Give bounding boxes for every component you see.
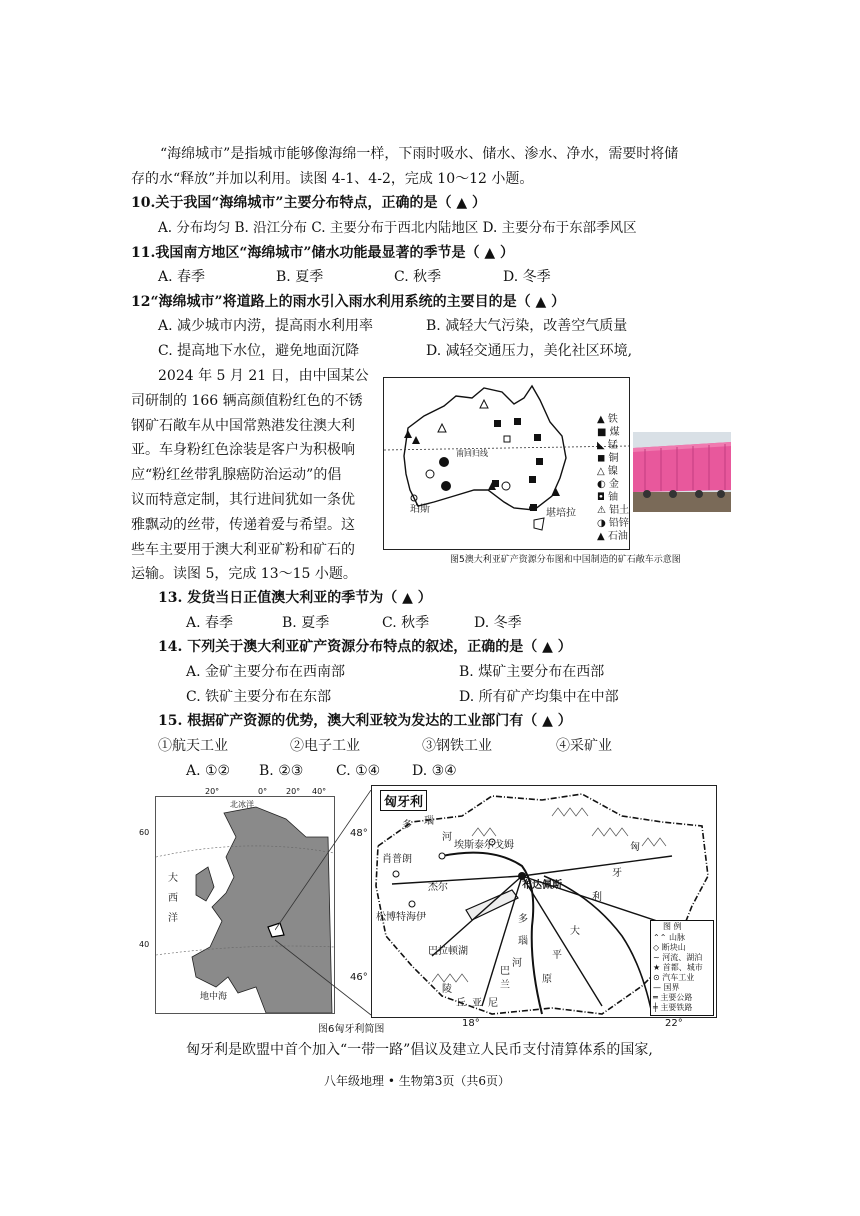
tropic-label: 南回归线 bbox=[456, 449, 488, 458]
lat40-label: 40 bbox=[139, 940, 150, 949]
q15-option-d: D. ③④ bbox=[412, 763, 457, 779]
passage2-line: 些车主要用于澳大利亚矿粉和矿石的 bbox=[131, 542, 355, 558]
q15-option-a: A. ①② bbox=[186, 763, 231, 779]
legend-item: ◼ 铜 bbox=[597, 453, 619, 464]
hills-char: 丘 bbox=[456, 998, 466, 1009]
passage2-line: 2024 年 5 月 21 日，由中国某公 bbox=[158, 368, 369, 384]
lake-balaton: 巴拉顿湖 bbox=[428, 946, 468, 957]
q12-stem: 12“海绵城市”将道路上的雨水引入雨水利用系统的主要目的是（ ▲ ） bbox=[131, 294, 566, 310]
legend-auto-industry: ⊙ 汽车工业 bbox=[653, 973, 695, 982]
q10-stem: 10.关于我国“海绵城市”主要分布特点，正确的是（ ▲ ） bbox=[131, 195, 486, 211]
q12-option-c: C. 提高地下水位，避免地面沉降 bbox=[158, 343, 360, 359]
fig5-caption: 图5澳大利亚矿产资源分布图和中国制造的矿石敞车示意图 bbox=[450, 555, 681, 565]
fig6-caption: 图6匈牙利简图 bbox=[318, 1024, 385, 1035]
q15-item-4: ④采矿业 bbox=[556, 738, 612, 754]
mediterranean-label: 地中海 bbox=[200, 992, 228, 1002]
legend-item: ⚠ 铝土 bbox=[597, 505, 630, 516]
danube-char: 河 bbox=[442, 832, 452, 843]
passage2-line: 雅飘动的丝带，传递着爱与希望。这 bbox=[131, 517, 355, 533]
legend-railway: ╪ 主要铁路 bbox=[653, 1003, 693, 1012]
q11-option-a: A. 春季 bbox=[158, 269, 206, 285]
city-budapest: 布达佩斯 bbox=[522, 880, 562, 891]
plain-char: 平 bbox=[552, 950, 562, 961]
legend-item: △ 镍 bbox=[597, 466, 618, 477]
lon40-label: 40° bbox=[312, 787, 327, 796]
q14-option-c: C. 铁矿主要分布在东部 bbox=[186, 689, 332, 705]
legend-item: ◣ 锰 bbox=[597, 440, 618, 451]
lon20w-label: 20° bbox=[205, 787, 220, 796]
lat46-label: 46° bbox=[350, 972, 368, 983]
q15-option-c: C. ①④ bbox=[336, 763, 381, 779]
hungary-map bbox=[371, 785, 717, 1018]
hungary-title: 匈牙利 bbox=[380, 790, 427, 811]
lon18-label: 18° bbox=[462, 1018, 480, 1029]
q11-option-b: B. 夏季 bbox=[276, 269, 324, 285]
city-perth: 珀斯 bbox=[410, 504, 430, 515]
q15-item-3: ③钢铁工业 bbox=[422, 738, 492, 754]
city-esztergom: 埃斯泰尔戈姆 bbox=[454, 840, 514, 851]
legend-item: ▲ 石油 bbox=[597, 531, 628, 542]
hills-char: 亚 bbox=[472, 998, 482, 1009]
q11-option-d: D. 冬季 bbox=[503, 269, 551, 285]
q13-option-a: A. 春季 bbox=[186, 615, 234, 631]
region-char: 牙 bbox=[612, 868, 622, 879]
city-sopron: 肖普朗 bbox=[382, 854, 412, 865]
q14-option-d: D. 所有矿产均集中在中部 bbox=[459, 689, 619, 705]
passage2-line: 亚。车身粉红色涂装是客户为积极响 bbox=[131, 442, 355, 458]
q12-option-b: B. 减轻大气污染，改善空气质量 bbox=[426, 318, 628, 334]
region-char: 利 bbox=[592, 892, 602, 903]
legend-highway: ═ 主要公路 bbox=[653, 993, 693, 1002]
danube-char: 多 bbox=[402, 820, 412, 831]
legend-item: ■ 煤 bbox=[597, 427, 620, 438]
legend-mountain: ⌃⌃ 山脉 bbox=[653, 933, 685, 942]
q15-option-b: B. ②③ bbox=[259, 763, 304, 779]
legend-title: 图 例 bbox=[663, 922, 682, 931]
danube-char: 瑙 bbox=[518, 936, 528, 947]
city-canberra: 堪培拉 bbox=[546, 508, 576, 519]
q15-item-2: ②电子工业 bbox=[290, 738, 360, 754]
passage2-line: 司研制的 166 辆高颜值粉红色的不锈 bbox=[131, 393, 363, 409]
q11-stem: 11.我国南方地区“海绵城市”储水功能最显著的季节是（ ▲ ） bbox=[131, 245, 514, 261]
atlantic-label-3: 洋 bbox=[168, 913, 178, 924]
inset-connector-lines bbox=[275, 790, 375, 1020]
australia-outline bbox=[384, 378, 629, 549]
legend-border: — 国界 bbox=[653, 983, 680, 992]
q13-option-b: B. 夏季 bbox=[282, 615, 330, 631]
danube-char: 河 bbox=[512, 958, 522, 969]
city-gyor: 杰尔 bbox=[428, 882, 448, 893]
q15-item-1: ①航天工业 bbox=[158, 738, 228, 754]
q15-stem: 15. 根据矿产资源的优势，澳大利亚较为发达的工业部门有（ ▲ ） bbox=[158, 713, 572, 729]
hills-char: 兰 bbox=[500, 980, 510, 991]
legend-item: ◘ 铀 bbox=[597, 492, 619, 503]
passage2-line: 议而特意定制，其行进间犹如一条优 bbox=[131, 492, 355, 508]
city-szombathely: 松博特海伊 bbox=[376, 912, 426, 923]
page-footer: 八年级地理 • 生物第3页（共6页） bbox=[324, 1074, 510, 1088]
region-char: 匈 bbox=[630, 842, 640, 853]
q10-options: A. 分布均匀 B. 沿江分布 C. 主要分布于西北内陆地区 D. 主要分布于东部季风区 bbox=[158, 220, 637, 236]
pink-railcar-photo bbox=[633, 432, 731, 512]
q14-option-b: B. 煤矿主要分布在西部 bbox=[459, 664, 605, 680]
plain-char: 原 bbox=[542, 974, 552, 985]
plain-char: 大 bbox=[570, 926, 580, 937]
arctic-ocean-label: 北冰洋 bbox=[230, 800, 254, 809]
q12-option-d: D. 减轻交通压力，美化社区环境, bbox=[426, 343, 633, 359]
lon0-label: 0° bbox=[258, 787, 268, 796]
lon22-label: 22° bbox=[665, 1018, 683, 1029]
hills-char: 陵 bbox=[442, 984, 452, 995]
q14-option-a: A. 金矿主要分布在西南部 bbox=[186, 664, 346, 680]
lat60-label: 60 bbox=[139, 828, 150, 837]
legend-capital-city: ★ 首都、城市 bbox=[653, 963, 703, 972]
hills-char: 巴 bbox=[500, 966, 510, 977]
q13-stem: 13. 发货当日正值澳大利亚的季节为（ ▲ ） bbox=[158, 590, 432, 606]
danube-char: 多 bbox=[518, 914, 528, 925]
lon20-label: 20° bbox=[286, 787, 301, 796]
q11-option-c: C. 秋季 bbox=[394, 269, 442, 285]
legend-block-mountain: ◇ 断块山 bbox=[653, 943, 686, 952]
intro-line-2: 存的水“释放”并加以利用。读图 4-1、4-2，完成 10～12 小题。 bbox=[131, 171, 534, 187]
passage2-line: 运输。读图 5，完成 13～15 小题。 bbox=[131, 566, 357, 582]
q13-option-c: C. 秋季 bbox=[382, 615, 430, 631]
hills-char: 尼 bbox=[488, 998, 498, 1009]
final-line: 匈牙利是欧盟中首个加入“一带一路”倡议及建立人民币支付清算体系的国家, bbox=[186, 1042, 653, 1058]
danube-char: 瑙 bbox=[424, 816, 434, 827]
legend-item: ◑ 铅锌 bbox=[597, 518, 629, 529]
atlantic-label-1: 大 bbox=[168, 873, 178, 884]
hungary-legend bbox=[650, 920, 714, 1016]
q13-option-d: D. 冬季 bbox=[474, 615, 522, 631]
q14-stem: 14. 下列关于澳大利亚矿产资源分布特点的叙述，正确的是（ ▲ ） bbox=[158, 639, 572, 655]
australia-map bbox=[383, 377, 630, 550]
legend-item: ▲ 铁 bbox=[597, 414, 618, 425]
lat48-label: 48° bbox=[350, 828, 368, 839]
intro-line-1: “海绵城市”是指城市能够像海绵一样，下雨时吸水、储水、渗水、净水，需要时将储 bbox=[160, 146, 679, 162]
passage2-line: 钢矿石敞车从中国常熟港发往澳大利 bbox=[131, 418, 355, 434]
atlantic-label-2: 西 bbox=[168, 893, 178, 904]
legend-item: ◐ 金 bbox=[597, 479, 619, 490]
q12-option-a: A. 减少城市内涝，提高雨水利用率 bbox=[158, 318, 374, 334]
legend-river-lake: ~ 河流、湖泊 bbox=[653, 953, 703, 962]
passage2-line: 应“粉红丝带乳腺癌防治运动”的倡 bbox=[131, 467, 342, 483]
